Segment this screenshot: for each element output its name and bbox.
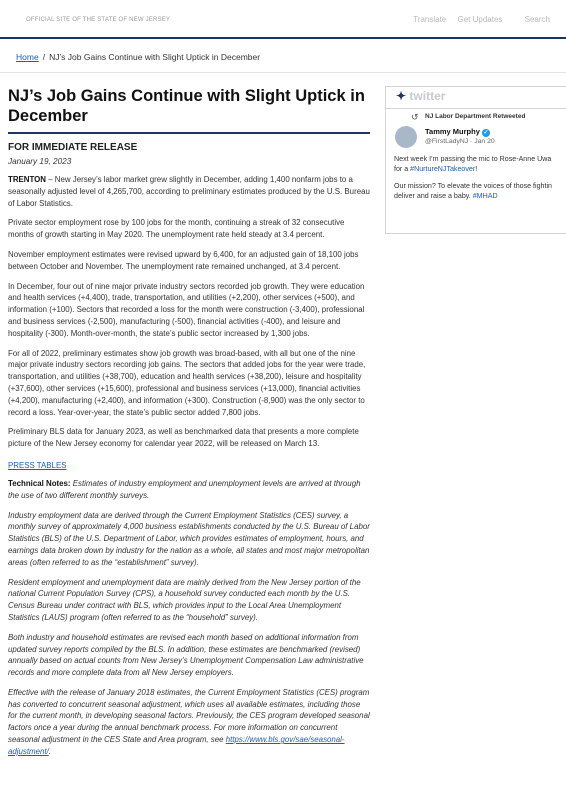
tweet-line (394, 164, 566, 174)
tweet-timestamp[interactable]: Jan 20 (474, 138, 495, 145)
paragraph-2022-sectors: For all of 2022, preliminary estimates show job growth was broad-based, with all but one of the nine major private industry sectors recording job gains. The sectors that added jobs for the year were trade, transportation, and utilities (+38,700), education and health services (+38,200), leisure and hospitality (+37,600), other services (+15,600), professional and business services (+13,000), financial activities (+4,200), manufacturing (+2,400), and information (+300). Construction (-8,900) was the only sector to record a loss. Year-over-year, the state’s public sector added 7,800 jobs. (8, 348, 366, 417)
author-name-text: Tammy Murphy (425, 127, 480, 136)
site-header (0, 0, 566, 39)
paragraph-revisions: November employment estimates were revised upward by 6,400, for an adjusted gain of 18,100 jobs between October and November. The unemployment rate remained unchanged, at 3.4 percent. (8, 249, 359, 271)
breadcrumb-home-link[interactable]: Home (16, 52, 39, 62)
tweet-line: Our mission? To elevate the voices of those fightin (394, 182, 552, 190)
tweet-author-meta (425, 138, 495, 145)
title-divider (8, 132, 370, 134)
release-label: FOR IMMEDIATE RELEASE (8, 142, 138, 153)
breadcrumb-divider (0, 72, 566, 73)
translate-link[interactable]: Translate (413, 15, 447, 24)
widget-divider (386, 108, 566, 109)
note-cps-survey: Resident employment and unemployment data are mainly derived from the New Jersey portion of the national Current Population Survey (CPS), a household survey conducted each month by the U.S. Census Bureau under contract with BLS, which provides input to the Local Area Unemployment Statistics (LAUS) program (often referred to as the “household” survey). (8, 577, 361, 622)
tweet-line: Next week I’m passing the mic to Rose-Anne Uwa (394, 155, 552, 163)
technical-notes (8, 478, 370, 502)
twitter-header (396, 89, 445, 103)
meta-separator: · (468, 138, 475, 145)
verified-badge-icon: ✓ (483, 130, 489, 136)
retweet-icon: ↺ (411, 112, 419, 122)
note-seasonal-end: . (48, 746, 51, 756)
release-date: January 19, 2023 (8, 157, 72, 166)
paragraph-upcoming-release: Preliminary BLS data for January 2023, as well as benchmarked data that presents a more complete picture of the New Jersey economy for calendar year 2022, will be released on March 13. (8, 427, 359, 449)
retweet-label: NJ Labor Department Retweeted (425, 113, 526, 120)
twitter-widget (385, 86, 566, 234)
tweet-line-post: ! (475, 165, 478, 173)
paragraph-december-sectors: In December, four out of nine major private industry sectors recorded job growth. They were education and health services (+4,400), trade, transportation, and utilities (+2,200), other services (+500), and information (+100). Sectors that recorded a loss for the month were construction (-3,400), professional and business services (-2,500), manufacturing (-500), financial activities (-400), and leisure and hospitality (-300). Month-over-month, the state’s public sector increased by 1,300 jobs. (8, 281, 365, 338)
technical-notes-text: Estimates of industry employment and unemployment levels are arrived at through the use of two different monthly surveys. (8, 478, 361, 500)
tweet-spacer (394, 174, 566, 181)
note-seasonal-text: Effective with the release of January 2018 estimates, the Current Employment Statistics (CES) program has converted to concurrent seasonal adjustment, which uses all available estimates, including those for the current month, in developing seasonal factors. Previously, the CES program developed seasonal factors once a year during the annual benchmark process. For more information on concurrent seasonal adjustment in the CES State and Area program, see (8, 687, 370, 745)
twitter-brand: twitter (409, 89, 446, 103)
dateline: TRENTON (8, 175, 46, 184)
twitter-bird-icon: ✦ (396, 89, 407, 103)
avatar[interactable] (395, 126, 417, 148)
lead-paragraph (8, 174, 370, 209)
get-updates-link[interactable]: Get Updates (457, 15, 503, 24)
note-ces-survey: Industry employment data are derived through the Current Employment Statistics (CES) survey, a monthly survey of approximately 4,000 business establishments conducted by the U.S. Bureau of Labor Statistics (BLS) of the U.S. Department of Labor, which provides estimates of employment, hours, and earnings data broken down by industry for the nation as a whole, all states and most major metropolitan areas (often referred to as the “establishment” survey). (8, 510, 370, 567)
note-revisions: Both industry and household estimates are revised each month based on additional information from updated survey reports compiled by the BLS. In addition, these estimates are benchmarked (revised) annually based on actual counts from New Jersey’s Unemployment Compensation Law administrative records and more complete data from all New Jersey employers. (8, 632, 364, 678)
breadcrumb-separator: / (42, 52, 46, 62)
page-title: NJ’s Job Gains Continue with Slight Uptick in December (8, 87, 365, 125)
paragraph-private-sector: Private sector employment rose by 100 jobs for the month, continuing a streak of 32 consecutive months of growth starting in May 2020. The unemployment rate held steady at 3.4 percent. (8, 218, 345, 240)
article (8, 86, 370, 758)
hashtag-link[interactable]: #NurtureNJTakeover (410, 165, 476, 173)
tweet-author-name[interactable] (425, 127, 490, 137)
note-seasonal-adjustment (8, 687, 370, 758)
search-link[interactable]: Search (524, 15, 550, 24)
press-tables-link[interactable]: PRESS TABLES (8, 460, 67, 470)
lead-text: – New Jersey’s labor market grew slightly in December, adding 1,400 nonfarm jobs to a seasonally adjusted level of 4,265,700, according to preliminary estimates produced by the U.S. Bureau of Labor Statistics. (8, 175, 370, 208)
technical-notes-label: Technical Notes: (8, 478, 71, 488)
tweet-line (394, 191, 566, 201)
tweet-text (394, 154, 566, 201)
breadcrumb (16, 52, 260, 62)
hashtag-link[interactable]: #MHAD (472, 192, 498, 200)
header-links (404, 15, 550, 24)
official-site-label: OFFICIAL SITE OF THE STATE OF NEW JERSEY (26, 17, 171, 23)
tweet-author-handle[interactable]: @FirstLadyNJ (425, 138, 469, 145)
tweet-line-pre: for a (394, 165, 411, 173)
breadcrumb-current: NJ’s Job Gains Continue with Slight Uptick in December (49, 52, 261, 62)
tweet-line-pre: deliver and raise a baby. (394, 192, 473, 200)
bls-seasonal-link[interactable]: https://www.bls.gov/sae/seasonal-adjustment/ (8, 735, 345, 756)
